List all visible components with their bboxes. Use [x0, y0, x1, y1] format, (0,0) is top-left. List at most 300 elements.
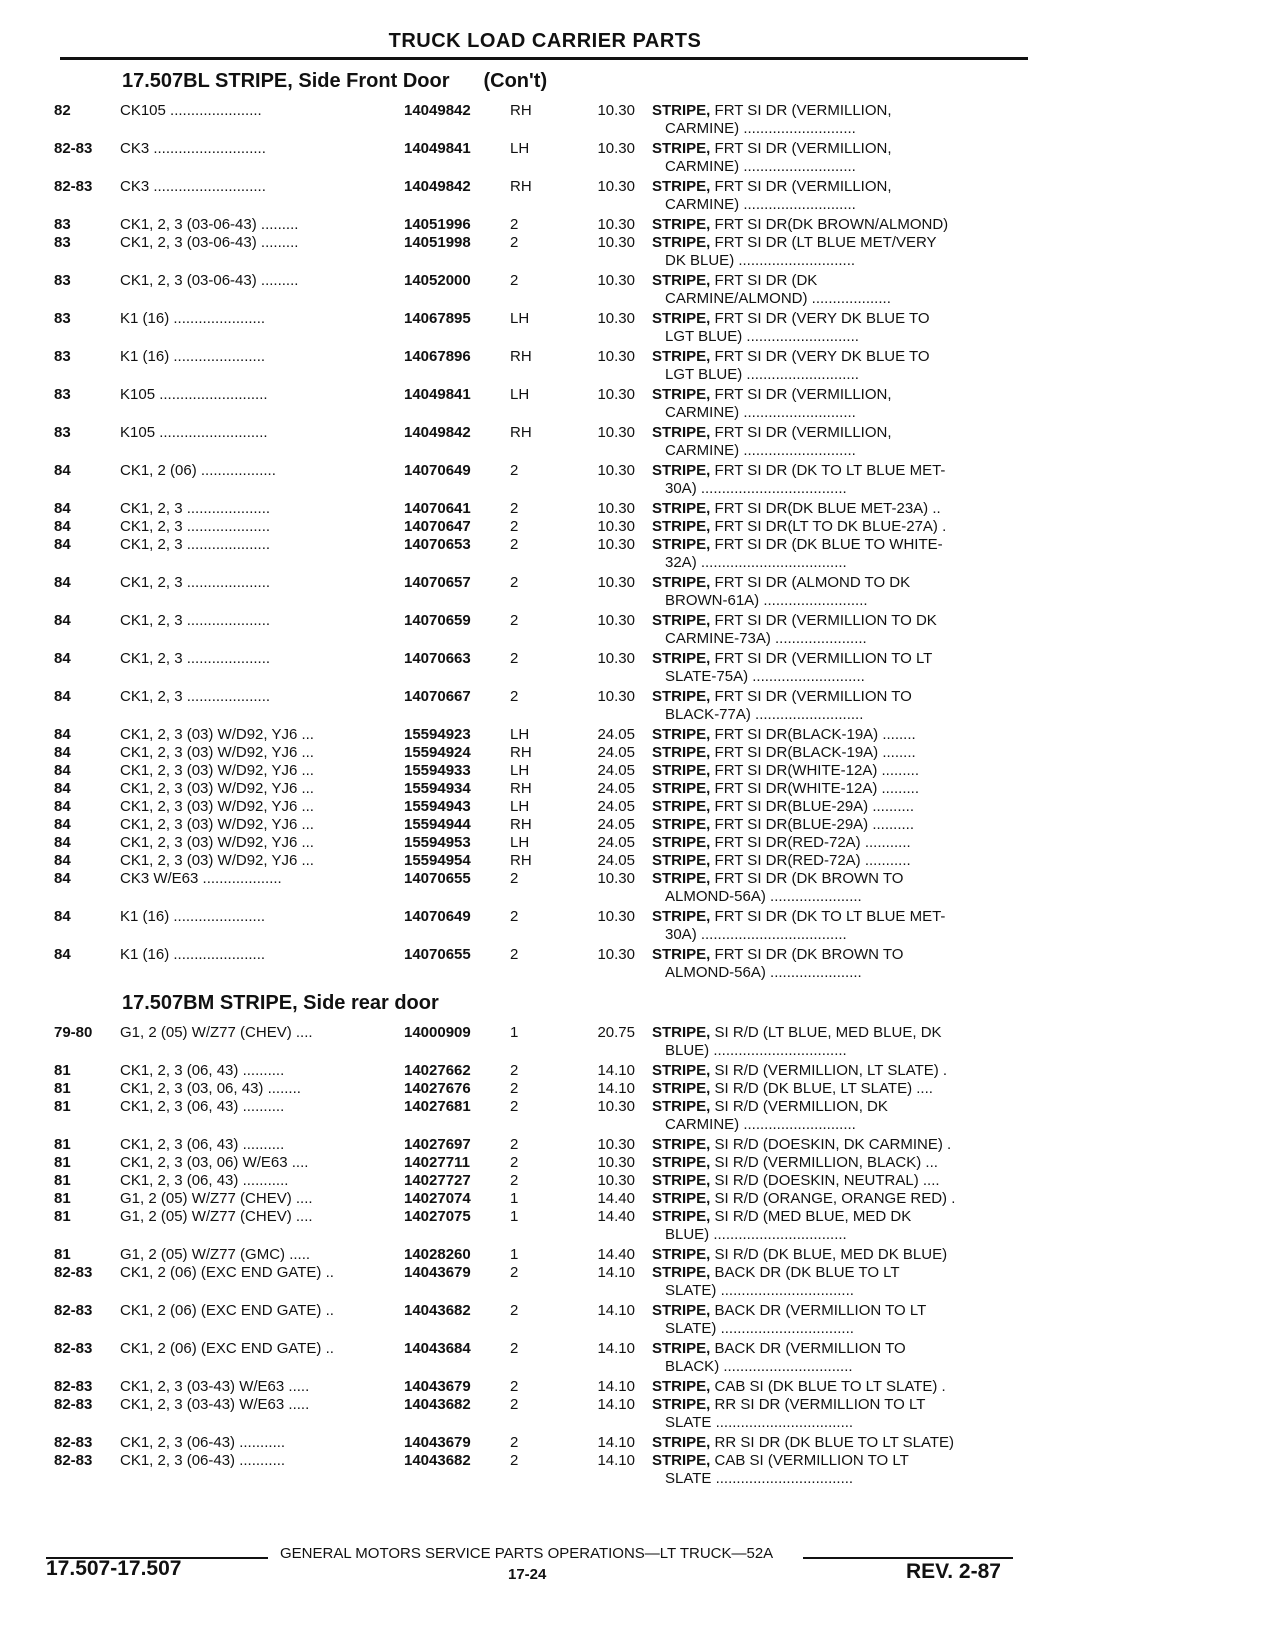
description-cell	[652, 1378, 1024, 1396]
quantity-cell: LH	[510, 762, 530, 779]
price-cell: 10.30	[597, 424, 635, 441]
parts-row	[0, 1062, 1030, 1080]
part-number-cell: 14049841	[404, 140, 471, 157]
description-cell	[652, 870, 1024, 888]
part-number-cell: 14043679	[404, 1434, 471, 1451]
price-cell: 24.05	[597, 726, 635, 743]
description-keyword: STRIPE,	[652, 178, 711, 195]
description-text: FRT SI DR (VERMILLION,	[710, 178, 892, 195]
model-cell: K1 (16) ......................	[120, 908, 266, 925]
year-cell: 84	[54, 946, 71, 963]
part-number-cell: 14067896	[404, 348, 471, 365]
part-number-cell: 14043684	[404, 1340, 471, 1357]
part-number-cell: 15594923	[404, 726, 471, 743]
year-cell: 83	[54, 234, 71, 251]
quantity-cell: 2	[510, 1062, 519, 1079]
model-cell: CK1, 2, 3 (03) W/D92, YJ6 ...	[120, 798, 314, 815]
model-cell: K1 (16) ......................	[120, 946, 266, 963]
description-continuation: BLACK-77A) ..........................	[665, 706, 864, 723]
part-number-cell: 14070657	[404, 574, 471, 591]
part-number-cell: 14051998	[404, 234, 471, 251]
parts-row	[0, 310, 1030, 328]
description-text: SI R/D (LT BLUE, MED BLUE, DK	[710, 1024, 942, 1041]
part-number-cell: 14070649	[404, 462, 471, 479]
footer-rule-right	[803, 1557, 1013, 1559]
description-text: FRT SI DR (VERMILLION TO	[710, 688, 912, 705]
parts-row	[0, 386, 1030, 404]
price-cell: 10.30	[597, 500, 635, 517]
description-text: CAB SI (VERMILLION TO LT	[710, 1452, 909, 1469]
description-text: FRT SI DR (DK TO LT BLUE MET-	[710, 908, 946, 925]
description-keyword: STRIPE,	[652, 1246, 711, 1263]
price-cell: 14.10	[597, 1080, 635, 1097]
quantity-cell: 2	[510, 518, 519, 535]
model-cell: CK1, 2, 3 (03-06-43) .........	[120, 272, 299, 289]
parts-row	[0, 348, 1030, 366]
quantity-cell: 2	[510, 1396, 519, 1413]
description-keyword: STRIPE,	[652, 310, 711, 327]
price-cell: 14.10	[597, 1302, 635, 1319]
year-cell: 84	[54, 518, 71, 535]
quantity-cell: 2	[510, 650, 519, 667]
description-cell	[652, 424, 1024, 442]
description-cell	[652, 1024, 1024, 1042]
part-number-cell: 14049842	[404, 424, 471, 441]
description-continuation: 30A) ...................................	[665, 926, 847, 943]
price-cell: 10.30	[597, 1098, 635, 1115]
description-keyword: STRIPE,	[652, 870, 711, 887]
description-continuation: SLATE) ................................	[665, 1282, 854, 1299]
description-keyword: STRIPE,	[652, 1264, 711, 1281]
description-cell	[652, 1302, 1024, 1320]
model-cell: CK3 W/E63 ...................	[120, 870, 282, 887]
description-text: FRT SI DR (VERMILLION TO DK	[710, 612, 937, 629]
year-cell: 83	[54, 348, 71, 365]
model-cell: CK1, 2, 3 ....................	[120, 536, 271, 553]
description-keyword: STRIPE,	[652, 1302, 711, 1319]
description-continuation: LGT BLUE) ...........................	[665, 328, 859, 345]
description-text: FRT SI DR(LT TO DK BLUE-27A) .	[710, 518, 947, 535]
description-keyword: STRIPE,	[652, 234, 711, 251]
description-text: FRT SI DR (LT BLUE MET/VERY	[710, 234, 937, 251]
year-cell: 83	[54, 272, 71, 289]
price-cell: 10.30	[597, 310, 635, 327]
part-number-cell: 14052000	[404, 272, 471, 289]
description-keyword: STRIPE,	[652, 1190, 711, 1207]
description-cell	[652, 272, 1024, 290]
price-cell: 24.05	[597, 780, 635, 797]
quantity-cell: LH	[510, 798, 530, 815]
description-keyword: STRIPE,	[652, 1434, 711, 1451]
price-cell: 24.05	[597, 744, 635, 761]
description-text: SI R/D (DK BLUE, LT SLATE) ....	[710, 1080, 933, 1097]
model-cell: CK1, 2, 3 (06-43) ...........	[120, 1452, 286, 1469]
part-number-cell: 14027075	[404, 1208, 471, 1225]
description-continuation: SLATE .................................	[665, 1414, 854, 1431]
part-number-cell: 14070655	[404, 946, 471, 963]
description-continuation: CARMINE) ...........................	[665, 120, 856, 137]
quantity-cell: 2	[510, 272, 519, 289]
description-keyword: STRIPE,	[652, 1452, 711, 1469]
year-cell: 83	[54, 216, 71, 233]
price-cell: 24.05	[597, 798, 635, 815]
part-number-cell: 14028260	[404, 1246, 471, 1263]
description-cell	[652, 908, 1024, 926]
quantity-cell: 2	[510, 612, 519, 629]
description-keyword: STRIPE,	[652, 386, 711, 403]
description-cell	[652, 762, 1024, 780]
description-cell	[652, 612, 1024, 630]
price-cell: 10.30	[597, 688, 635, 705]
price-cell: 20.75	[597, 1024, 635, 1041]
model-cell: CK3 ...........................	[120, 178, 266, 195]
description-keyword: STRIPE,	[652, 102, 711, 119]
description-cell	[652, 852, 1024, 870]
description-continuation: ALMOND-56A) ......................	[665, 888, 862, 905]
price-cell: 10.30	[597, 946, 635, 963]
description-cell	[652, 1172, 1024, 1190]
description-cell	[652, 310, 1024, 328]
description-keyword: STRIPE,	[652, 216, 711, 233]
description-cell	[652, 216, 1024, 234]
price-cell: 14.10	[597, 1340, 635, 1357]
year-cell: 84	[54, 462, 71, 479]
year-cell: 84	[54, 536, 71, 553]
description-cell	[652, 834, 1024, 852]
description-text: FRT SI DR(DK BROWN/ALMOND)	[710, 216, 949, 233]
quantity-cell: RH	[510, 178, 532, 195]
description-text: FRT SI DR (DK BROWN TO	[710, 946, 904, 963]
section-heading-text: 17.507BM STRIPE, Side rear door	[122, 992, 439, 1014]
year-cell: 82-83	[54, 1264, 93, 1281]
description-text: FRT SI DR(BLUE-29A) ..........	[710, 816, 915, 833]
parts-row	[0, 234, 1030, 252]
parts-row	[0, 1452, 1030, 1470]
parts-row	[0, 612, 1030, 630]
description-continuation: BLUE) ................................	[665, 1226, 847, 1243]
quantity-cell: LH	[510, 834, 530, 851]
part-number-cell: 14000909	[404, 1024, 471, 1041]
description-continuation: LGT BLUE) ...........................	[665, 366, 859, 383]
footer-revision: REV. 2-87	[906, 1560, 1001, 1583]
year-cell: 84	[54, 798, 71, 815]
description-continuation: BROWN-61A) .........................	[665, 592, 868, 609]
price-cell: 10.30	[597, 102, 635, 119]
part-number-cell: 14070663	[404, 650, 471, 667]
part-number-cell: 14049842	[404, 102, 471, 119]
description-keyword: STRIPE,	[652, 650, 711, 667]
description-cell	[652, 102, 1024, 120]
quantity-cell: 2	[510, 1080, 519, 1097]
year-cell: 81	[54, 1080, 71, 1097]
price-cell: 10.30	[597, 386, 635, 403]
year-cell: 83	[54, 424, 71, 441]
description-cell	[652, 500, 1024, 518]
year-cell: 82-83	[54, 1396, 93, 1413]
description-cell	[652, 1340, 1024, 1358]
price-cell: 10.30	[597, 348, 635, 365]
description-text: BACK DR (DK BLUE TO LT	[710, 1264, 900, 1281]
description-text: FRT SI DR (VERMILLION,	[710, 424, 892, 441]
year-cell: 84	[54, 612, 71, 629]
description-text: FRT SI DR (VERY DK BLUE TO	[710, 310, 930, 327]
quantity-cell: 2	[510, 1154, 519, 1171]
description-text: RR SI DR (DK BLUE TO LT SLATE)	[710, 1434, 955, 1451]
price-cell: 10.30	[597, 650, 635, 667]
description-keyword: STRIPE,	[652, 726, 711, 743]
price-cell: 24.05	[597, 816, 635, 833]
model-cell: CK1, 2, 3 (03) W/D92, YJ6 ...	[120, 726, 314, 743]
description-cell	[652, 688, 1024, 706]
description-cell	[652, 462, 1024, 480]
description-text: RR SI DR (VERMILLION TO LT	[710, 1396, 926, 1413]
parts-row	[0, 1378, 1030, 1396]
quantity-cell: 2	[510, 1264, 519, 1281]
parts-row	[0, 216, 1030, 234]
price-cell: 10.30	[597, 1154, 635, 1171]
description-cell	[652, 536, 1024, 554]
part-number-cell: 14027711	[404, 1154, 470, 1171]
year-cell: 82-83	[54, 1340, 93, 1357]
price-cell: 10.30	[597, 1136, 635, 1153]
price-cell: 10.30	[597, 536, 635, 553]
part-number-cell: 15594934	[404, 780, 471, 797]
description-keyword: STRIPE,	[652, 1136, 711, 1153]
year-cell: 84	[54, 780, 71, 797]
description-keyword: STRIPE,	[652, 462, 711, 479]
price-cell: 24.05	[597, 852, 635, 869]
description-text: CAB SI (DK BLUE TO LT SLATE) .	[710, 1378, 946, 1395]
model-cell: CK1, 2, 3 (03, 06, 43) ........	[120, 1080, 301, 1097]
quantity-cell: 2	[510, 870, 519, 887]
parts-row	[0, 726, 1030, 744]
year-cell: 84	[54, 650, 71, 667]
quantity-cell: 2	[510, 1340, 519, 1357]
description-continuation: ALMOND-56A) ......................	[665, 964, 862, 981]
footer-section-code: 17.507-17.507	[46, 1557, 182, 1580]
year-cell: 84	[54, 762, 71, 779]
description-text: BACK DR (VERMILLION TO	[710, 1340, 906, 1357]
quantity-cell: 1	[510, 1190, 519, 1207]
description-keyword: STRIPE,	[652, 908, 711, 925]
description-keyword: STRIPE,	[652, 816, 711, 833]
model-cell: CK1, 2, 3 (03-06-43) .........	[120, 234, 299, 251]
part-number-cell: 14067895	[404, 310, 471, 327]
price-cell: 10.30	[597, 216, 635, 233]
description-continuation: 32A) ...................................	[665, 554, 847, 571]
parts-row	[0, 816, 1030, 834]
quantity-cell: 2	[510, 1434, 519, 1451]
description-cell	[652, 348, 1024, 366]
description-continuation: SLATE-75A) ...........................	[665, 668, 865, 685]
description-keyword: STRIPE,	[652, 500, 711, 517]
year-cell: 84	[54, 726, 71, 743]
model-cell: CK1, 2, 3 (06, 43) ..........	[120, 1098, 285, 1115]
part-number-cell: 14027676	[404, 1080, 471, 1097]
price-cell: 14.10	[597, 1378, 635, 1395]
model-cell: G1, 2 (05) W/Z77 (CHEV) ....	[120, 1024, 313, 1041]
parts-row	[0, 1154, 1030, 1172]
model-cell: CK1, 2, 3 ....................	[120, 612, 271, 629]
model-cell: CK1, 2, 3 (03-43) W/E63 .....	[120, 1396, 310, 1413]
description-continuation: CARMINE) ...........................	[665, 158, 856, 175]
part-number-cell: 14027727	[404, 1172, 471, 1189]
section-continued-label: (Con't)	[483, 70, 548, 92]
description-text: FRT SI DR(BLACK-19A) ........	[710, 744, 916, 761]
parts-row	[0, 424, 1030, 442]
description-keyword: STRIPE,	[652, 1378, 711, 1395]
description-cell	[652, 1190, 1024, 1208]
description-keyword: STRIPE,	[652, 834, 711, 851]
year-cell: 81	[54, 1136, 71, 1153]
description-continuation: SLATE .................................	[665, 1470, 854, 1487]
description-keyword: STRIPE,	[652, 798, 711, 815]
quantity-cell: 2	[510, 462, 519, 479]
description-text: FRT SI DR(WHITE-12A) .........	[710, 780, 919, 797]
year-cell: 79-80	[54, 1024, 93, 1041]
quantity-cell: RH	[510, 348, 532, 365]
quantity-cell: 2	[510, 1302, 519, 1319]
price-cell: 14.40	[597, 1208, 635, 1225]
parts-row	[0, 852, 1030, 870]
model-cell: G1, 2 (05) W/Z77 (GMC) .....	[120, 1246, 311, 1263]
parts-row	[0, 946, 1030, 964]
price-cell: 10.30	[597, 574, 635, 591]
page-title: TRUCK LOAD CARRIER PARTS	[388, 30, 702, 52]
year-cell: 84	[54, 816, 71, 833]
description-cell	[652, 946, 1024, 964]
description-text: SI R/D (VERMILLION, LT SLATE) .	[710, 1062, 948, 1079]
part-number-cell: 14070641	[404, 500, 471, 517]
parts-row	[0, 1172, 1030, 1190]
quantity-cell: 2	[510, 234, 519, 251]
parts-row	[0, 1024, 1030, 1042]
description-cell	[652, 140, 1024, 158]
quantity-cell: 2	[510, 1136, 519, 1153]
description-text: FRT SI DR (VERMILLION,	[710, 386, 892, 403]
year-cell: 82-83	[54, 1452, 93, 1469]
description-cell	[652, 1098, 1024, 1116]
description-cell	[652, 1208, 1024, 1226]
description-keyword: STRIPE,	[652, 744, 711, 761]
description-keyword: STRIPE,	[652, 272, 711, 289]
description-continuation: CARMINE) ...........................	[665, 1116, 856, 1133]
footer-center-text: GENERAL MOTORS SERVICE PARTS OPERATIONS—LT TRUCK—52A	[280, 1545, 774, 1562]
parts-row	[0, 1208, 1030, 1226]
year-cell: 83	[54, 386, 71, 403]
year-cell: 81	[54, 1208, 71, 1225]
description-cell	[652, 178, 1024, 196]
parts-row	[0, 178, 1030, 196]
description-text: FRT SI DR (DK BLUE TO WHITE-	[710, 536, 943, 553]
description-keyword: STRIPE,	[652, 762, 711, 779]
year-cell: 82-83	[54, 140, 93, 157]
model-cell: CK1, 2, 3 (03-43) W/E63 .....	[120, 1378, 310, 1395]
part-number-cell: 14027681	[404, 1098, 471, 1115]
description-keyword: STRIPE,	[652, 424, 711, 441]
title-rule	[60, 57, 1028, 60]
description-text: BACK DR (VERMILLION TO LT	[710, 1302, 927, 1319]
description-keyword: STRIPE,	[652, 348, 711, 365]
parts-row	[0, 1098, 1030, 1116]
description-text: FRT SI DR(DK BLUE MET-23A) ..	[710, 500, 941, 517]
parts-row	[0, 1246, 1030, 1264]
price-cell: 10.30	[597, 908, 635, 925]
quantity-cell: 2	[510, 216, 519, 233]
parts-row	[0, 462, 1030, 480]
price-cell: 14.40	[597, 1246, 635, 1263]
quantity-cell: 2	[510, 1452, 519, 1469]
part-number-cell: 14070653	[404, 536, 471, 553]
description-cell	[652, 780, 1024, 798]
model-cell: CK1, 2 (06) (EXC END GATE) ..	[120, 1340, 334, 1357]
quantity-cell: RH	[510, 816, 532, 833]
description-cell	[652, 1452, 1024, 1470]
price-cell: 10.30	[597, 612, 635, 629]
model-cell: CK1, 2, 3 (06, 43) ...........	[120, 1172, 289, 1189]
model-cell: CK1, 2, 3 (03) W/D92, YJ6 ...	[120, 852, 314, 869]
description-continuation: SLATE) ................................	[665, 1320, 854, 1337]
description-keyword: STRIPE,	[652, 518, 711, 535]
year-cell: 84	[54, 574, 71, 591]
quantity-cell: 1	[510, 1024, 519, 1041]
quantity-cell: RH	[510, 744, 532, 761]
description-text: SI R/D (MED BLUE, MED DK	[710, 1208, 912, 1225]
model-cell: CK1, 2, 3 (03, 06) W/E63 ....	[120, 1154, 309, 1171]
description-keyword: STRIPE,	[652, 1172, 711, 1189]
part-number-cell: 15594943	[404, 798, 471, 815]
description-keyword: STRIPE,	[652, 1396, 711, 1413]
description-text: FRT SI DR(BLUE-29A) ..........	[710, 798, 915, 815]
part-number-cell: 15594953	[404, 834, 471, 851]
description-text: FRT SI DR (VERMILLION TO LT	[710, 650, 933, 667]
description-text: FRT SI DR(BLACK-19A) ........	[710, 726, 916, 743]
description-continuation: 30A) ...................................	[665, 480, 847, 497]
price-cell: 10.30	[597, 518, 635, 535]
parts-row	[0, 908, 1030, 926]
description-text: SI R/D (DK BLUE, MED DK BLUE)	[710, 1246, 948, 1263]
description-continuation: CARMINE) ...........................	[665, 442, 856, 459]
description-keyword: STRIPE,	[652, 1080, 711, 1097]
quantity-cell: 2	[510, 500, 519, 517]
price-cell: 10.30	[597, 272, 635, 289]
price-cell: 14.10	[597, 1264, 635, 1281]
part-number-cell: 14070667	[404, 688, 471, 705]
price-cell: 14.10	[597, 1434, 635, 1451]
description-text: FRT SI DR(WHITE-12A) .........	[710, 762, 919, 779]
quantity-cell: LH	[510, 140, 530, 157]
year-cell: 84	[54, 500, 71, 517]
part-number-cell: 14043682	[404, 1302, 471, 1319]
price-cell: 14.10	[597, 1452, 635, 1469]
description-cell	[652, 1264, 1024, 1282]
parts-row	[0, 780, 1030, 798]
description-keyword: STRIPE,	[652, 1208, 711, 1225]
description-text: SI R/D (ORANGE, ORANGE RED) .	[710, 1190, 956, 1207]
description-text: SI R/D (VERMILLION, BLACK) ...	[710, 1154, 938, 1171]
part-number-cell: 14049841	[404, 386, 471, 403]
model-cell: K1 (16) ......................	[120, 348, 266, 365]
price-cell: 14.10	[597, 1062, 635, 1079]
description-keyword: STRIPE,	[652, 780, 711, 797]
year-cell: 82-83	[54, 1378, 93, 1395]
part-number-cell: 14043682	[404, 1452, 471, 1469]
part-number-cell: 15594954	[404, 852, 471, 869]
parts-row	[0, 744, 1030, 762]
part-number-cell: 14027697	[404, 1136, 471, 1153]
description-text: FRT SI DR (DK BROWN TO	[710, 870, 904, 887]
description-text: FRT SI DR(RED-72A) ...........	[710, 852, 911, 869]
